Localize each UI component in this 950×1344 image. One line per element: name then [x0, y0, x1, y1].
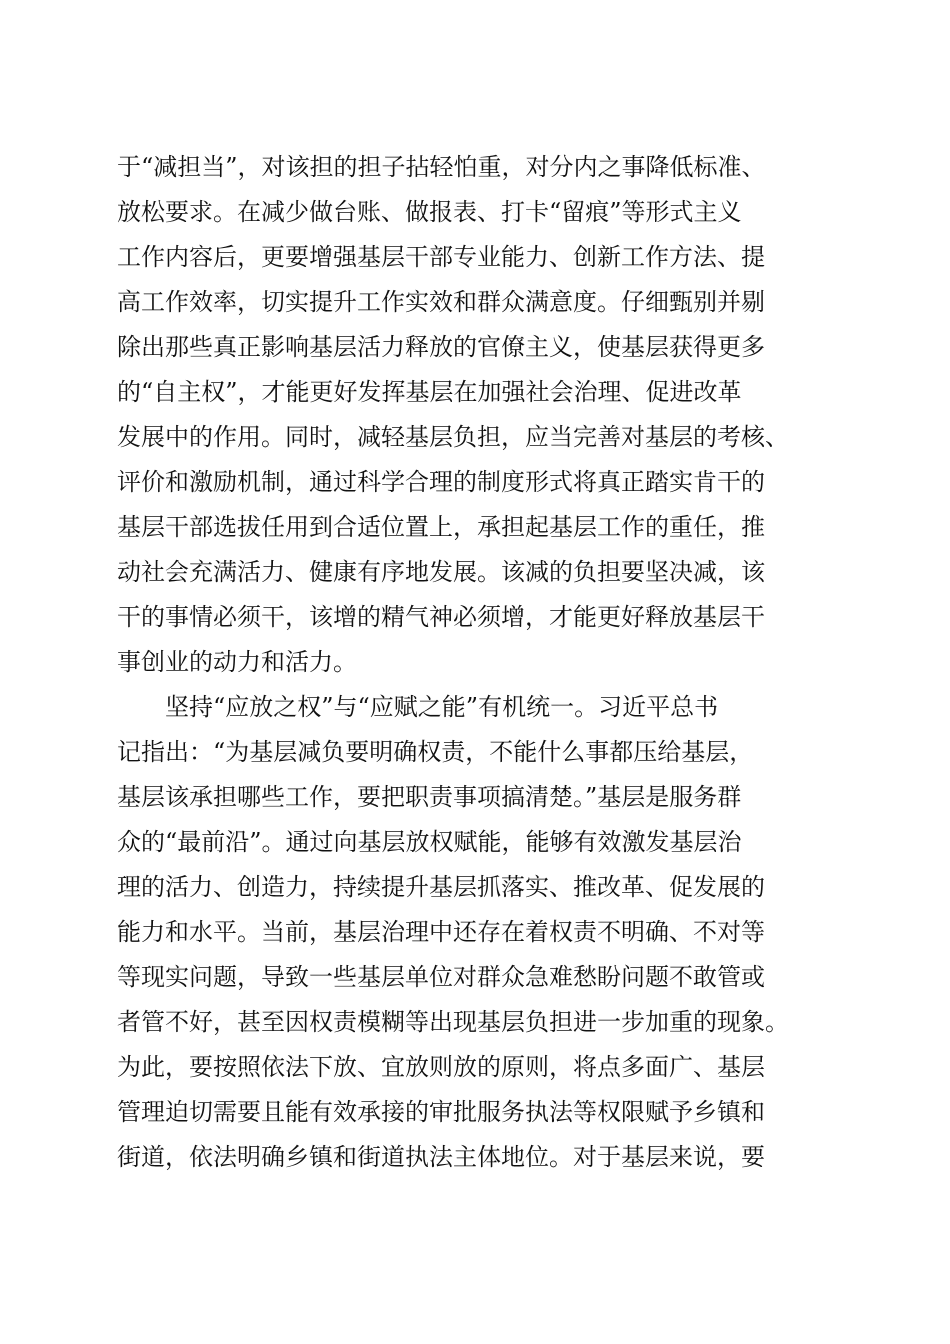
text-line: 等现实问题，导致一些基层单位对群众急难愁盼问题不敢管或: [117, 963, 765, 991]
text-line: 基层该承担哪些工作，要把职责事项搞清楚。”基层是服务群: [117, 783, 742, 811]
text-line: 为此，要按照依法下放、宜放则放的原则，将点多面广、基层: [117, 1053, 765, 1081]
text-line: 干的事情必须干，该增的精气神必须增，才能更好释放基层干: [117, 603, 765, 631]
text-line: 基层干部选拔任用到合适位置上，承担起基层工作的重任，推: [117, 513, 765, 541]
text-line: 理的活力、创造力，持续提升基层抓落实、推改革、促发展的: [117, 873, 765, 901]
text-line: 能力和水平。当前，基层治理中还存在着权责不明确、不对等: [117, 918, 765, 946]
text-line: 众的“最前沿”。通过向基层放权赋能，能够有效激发基层治: [117, 828, 742, 856]
text-line: 记指出：“为基层减负要明确权责，不能什么事都压给基层，: [117, 738, 754, 766]
text-line: 除出那些真正影响基层活力释放的官僚主义，使基层获得更多: [117, 333, 765, 361]
text-line: 的“自主权”，才能更好发挥基层在加强社会治理、促进改革: [117, 378, 742, 406]
text-line: 事创业的动力和活力。: [117, 648, 357, 676]
text-line: 工作内容后，更要增强基层干部专业能力、创新工作方法、提: [117, 243, 765, 271]
text-line: 街道，依法明确乡镇和街道执法主体地位。对于基层来说，要: [117, 1143, 765, 1171]
text-line: 评价和激励机制，通过科学合理的制度形式将真正踏实肯干的: [117, 468, 765, 496]
paragraph-1: [117, 145, 837, 685]
text-line: 发展中的作用。同时，减轻基层负担，应当完善对基层的考核、: [117, 423, 789, 451]
text-line: 者管不好，甚至因权责模糊等出现基层负担进一步加重的现象。: [117, 1008, 789, 1036]
paragraph-2: [117, 685, 837, 1180]
text-line: 管理迫切需要且能有效承接的审批服务执法等权限赋予乡镇和: [117, 1098, 765, 1126]
text-line: 于“减担当”，对该担的担子拈轻怕重，对分内之事降低标准、: [117, 153, 766, 181]
text-line: 高工作效率，切实提升工作实效和群众满意度。仔细甄别并剔: [117, 288, 765, 316]
text-line: 坚持“应放之权”与“应赋之能”有机统一。习近平总书: [165, 693, 719, 721]
body-text: [117, 145, 837, 1180]
text-line: 放松要求。在减少做台账、做报表、打卡“留痕”等形式主义: [117, 198, 742, 226]
text-line: 动社会充满活力、健康有序地发展。该减的负担要坚决减，该: [117, 558, 765, 586]
